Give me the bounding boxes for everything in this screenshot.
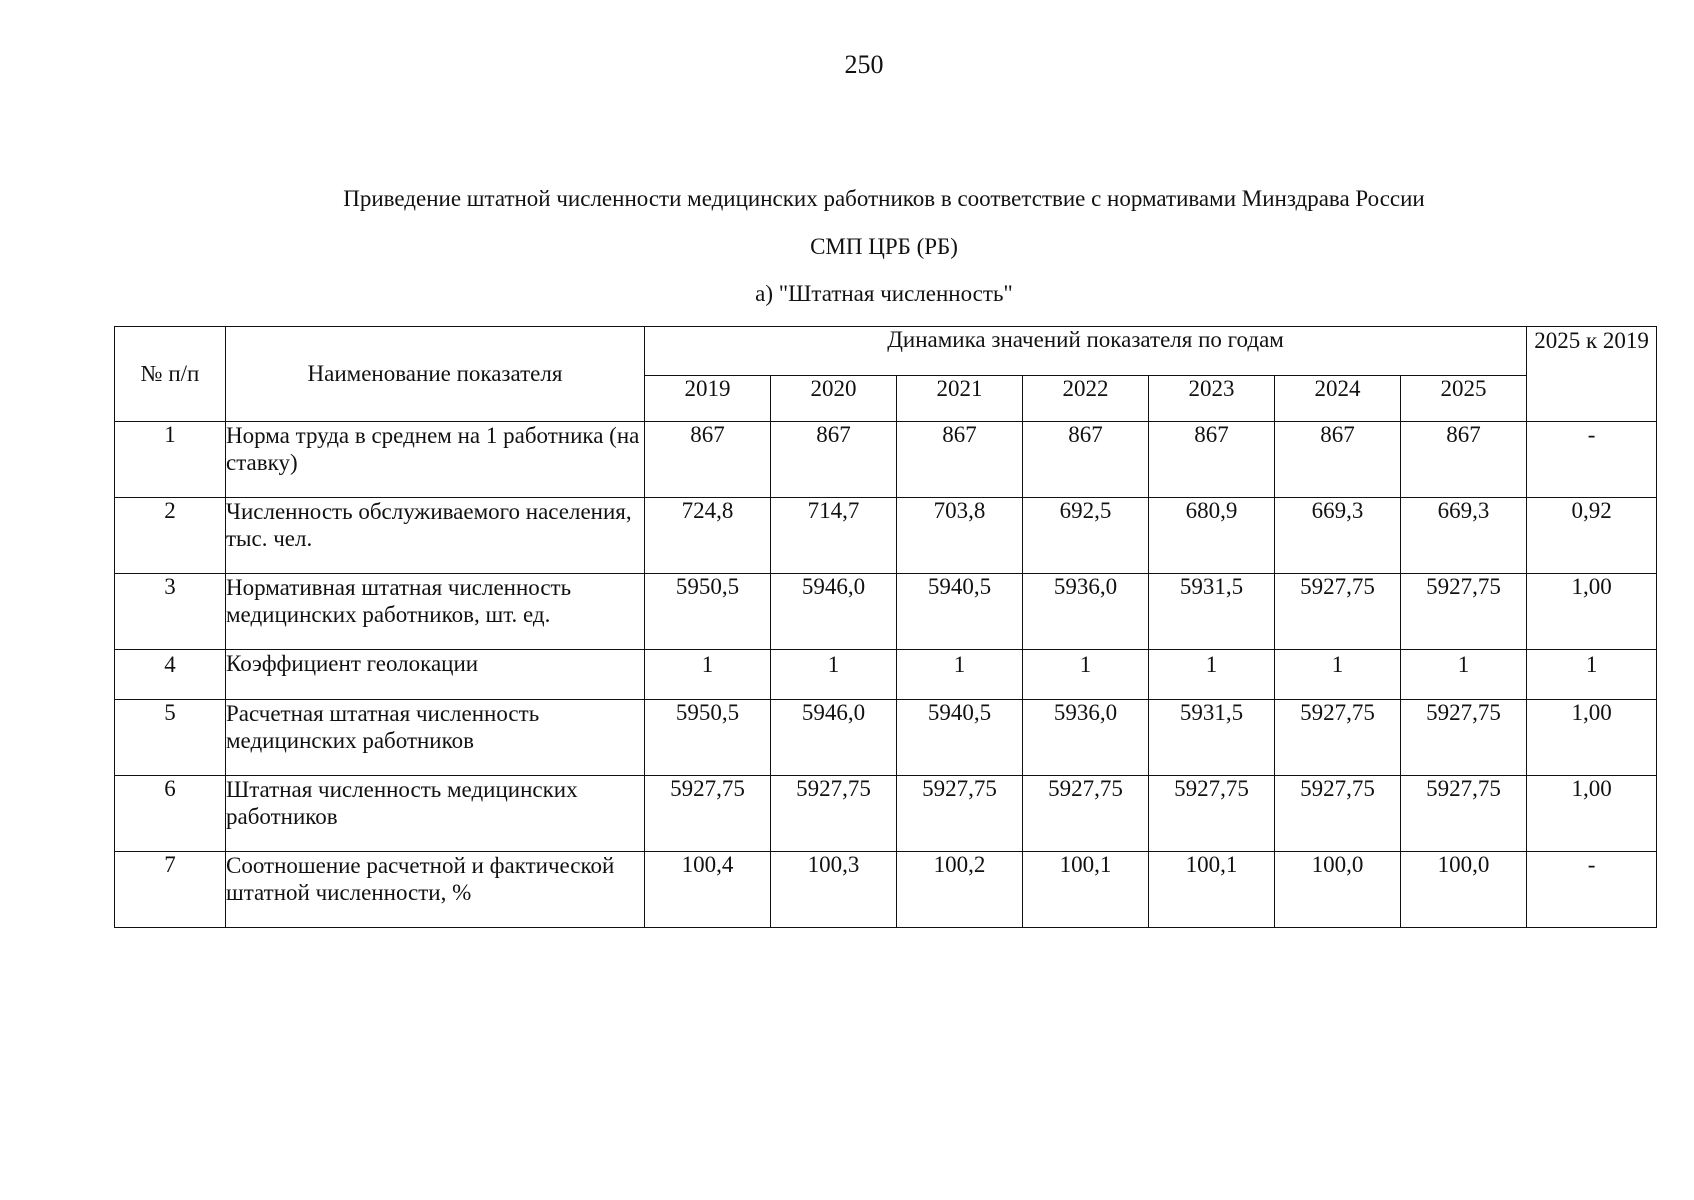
table-row bbox=[115, 650, 1657, 700]
table-subtitle: СМП ЦРБ (РБ) bbox=[810, 234, 958, 259]
ratio-value: 1,00 bbox=[1527, 700, 1657, 776]
header-year: 2019 bbox=[645, 376, 771, 422]
year-value: 100,0 bbox=[1275, 852, 1401, 928]
indicator-name: Нормативная штатная численность медицинских работников, шт. ед. bbox=[226, 574, 645, 650]
year-value: 5927,75 bbox=[1275, 574, 1401, 650]
row-number: 3 bbox=[115, 574, 226, 650]
header-year: 2022 bbox=[1023, 376, 1149, 422]
table-row bbox=[115, 498, 1657, 574]
header-year: 2020 bbox=[771, 376, 897, 422]
year-value: 867 bbox=[897, 422, 1023, 498]
year-value: 5927,75 bbox=[1401, 776, 1527, 852]
year-value: 669,3 bbox=[1401, 498, 1527, 574]
year-value: 867 bbox=[1023, 422, 1149, 498]
year-value: 5927,75 bbox=[1275, 776, 1401, 852]
year-value: 5927,75 bbox=[771, 776, 897, 852]
year-value: 1 bbox=[645, 650, 771, 700]
year-value: 867 bbox=[1149, 422, 1275, 498]
year-value: 100,1 bbox=[1023, 852, 1149, 928]
year-value: 100,0 bbox=[1401, 852, 1527, 928]
ratio-value: 1,00 bbox=[1527, 574, 1657, 650]
header-num: № п/п bbox=[115, 327, 226, 422]
year-value: 867 bbox=[1275, 422, 1401, 498]
header-row bbox=[115, 327, 1657, 376]
table-row bbox=[115, 700, 1657, 776]
header-year: 2025 bbox=[1401, 376, 1527, 422]
year-value: 669,3 bbox=[1275, 498, 1401, 574]
indicator-name: Расчетная штатная численность медицинских работников bbox=[226, 700, 645, 776]
row-number: 7 bbox=[115, 852, 226, 928]
year-value: 5927,75 bbox=[1023, 776, 1149, 852]
year-value: 703,8 bbox=[897, 498, 1023, 574]
row-number: 2 bbox=[115, 498, 226, 574]
table-row bbox=[115, 422, 1657, 498]
staffing-table bbox=[114, 326, 1657, 928]
ratio-value: 0,92 bbox=[1527, 498, 1657, 574]
year-value: 100,1 bbox=[1149, 852, 1275, 928]
section-title: а) "Штатная численность" bbox=[755, 281, 1013, 306]
year-value: 5946,0 bbox=[771, 574, 897, 650]
table-row bbox=[115, 852, 1657, 928]
page-number: 250 bbox=[844, 50, 884, 79]
year-value: 867 bbox=[771, 422, 897, 498]
year-value: 1 bbox=[771, 650, 897, 700]
year-value: 5931,5 bbox=[1149, 700, 1275, 776]
year-value: 5927,75 bbox=[645, 776, 771, 852]
row-number: 5 bbox=[115, 700, 226, 776]
ratio-value: 1 bbox=[1527, 650, 1657, 700]
year-value: 1 bbox=[1149, 650, 1275, 700]
year-value: 867 bbox=[1401, 422, 1527, 498]
year-value: 5927,75 bbox=[1275, 700, 1401, 776]
year-value: 5927,75 bbox=[1401, 700, 1527, 776]
year-value: 5940,5 bbox=[897, 700, 1023, 776]
header-year: 2021 bbox=[897, 376, 1023, 422]
year-value: 5936,0 bbox=[1023, 700, 1149, 776]
ratio-value: - bbox=[1527, 852, 1657, 928]
year-value: 5927,75 bbox=[1149, 776, 1275, 852]
year-value: 867 bbox=[645, 422, 771, 498]
year-value: 5950,5 bbox=[645, 700, 771, 776]
header-year: 2024 bbox=[1275, 376, 1401, 422]
indicator-name: Штатная численность медицинских работников bbox=[226, 776, 645, 852]
indicator-name: Соотношение расчетной и фактической штатной численности, % bbox=[226, 852, 645, 928]
year-value: 5946,0 bbox=[771, 700, 897, 776]
header-ratio: 2025 к 2019 bbox=[1527, 327, 1657, 422]
year-value: 100,3 bbox=[771, 852, 897, 928]
year-value: 5931,5 bbox=[1149, 574, 1275, 650]
indicator-name: Коэффициент геолокации bbox=[226, 650, 645, 700]
year-value: 5927,75 bbox=[1401, 574, 1527, 650]
year-value: 5950,5 bbox=[645, 574, 771, 650]
year-value: 1 bbox=[897, 650, 1023, 700]
row-number: 4 bbox=[115, 650, 226, 700]
year-value: 100,2 bbox=[897, 852, 1023, 928]
table-title: Приведение штатной численности медицинских работников в соответствие с нормативами Минздрава России bbox=[343, 186, 1425, 211]
year-value: 680,9 bbox=[1149, 498, 1275, 574]
indicator-name: Норма труда в среднем на 1 работника (на ставку) bbox=[226, 422, 645, 498]
year-value: 5927,75 bbox=[897, 776, 1023, 852]
year-value: 5936,0 bbox=[1023, 574, 1149, 650]
header-year: 2023 bbox=[1149, 376, 1275, 422]
table-row bbox=[115, 574, 1657, 650]
header-dynamics: Динамика значений показателя по годам bbox=[645, 327, 1527, 376]
table-body bbox=[115, 422, 1657, 928]
row-number: 1 bbox=[115, 422, 226, 498]
year-value: 5940,5 bbox=[897, 574, 1023, 650]
indicator-name: Численность обслуживаемого населения, тыс. чел. bbox=[226, 498, 645, 574]
year-value: 724,8 bbox=[645, 498, 771, 574]
year-value: 1 bbox=[1023, 650, 1149, 700]
table-row bbox=[115, 776, 1657, 852]
year-value: 100,4 bbox=[645, 852, 771, 928]
year-value: 692,5 bbox=[1023, 498, 1149, 574]
ratio-value: 1,00 bbox=[1527, 776, 1657, 852]
year-value: 1 bbox=[1275, 650, 1401, 700]
header-name: Наименование показателя bbox=[226, 327, 645, 422]
row-number: 6 bbox=[115, 776, 226, 852]
year-value: 1 bbox=[1401, 650, 1527, 700]
ratio-value: - bbox=[1527, 422, 1657, 498]
year-value: 714,7 bbox=[771, 498, 897, 574]
